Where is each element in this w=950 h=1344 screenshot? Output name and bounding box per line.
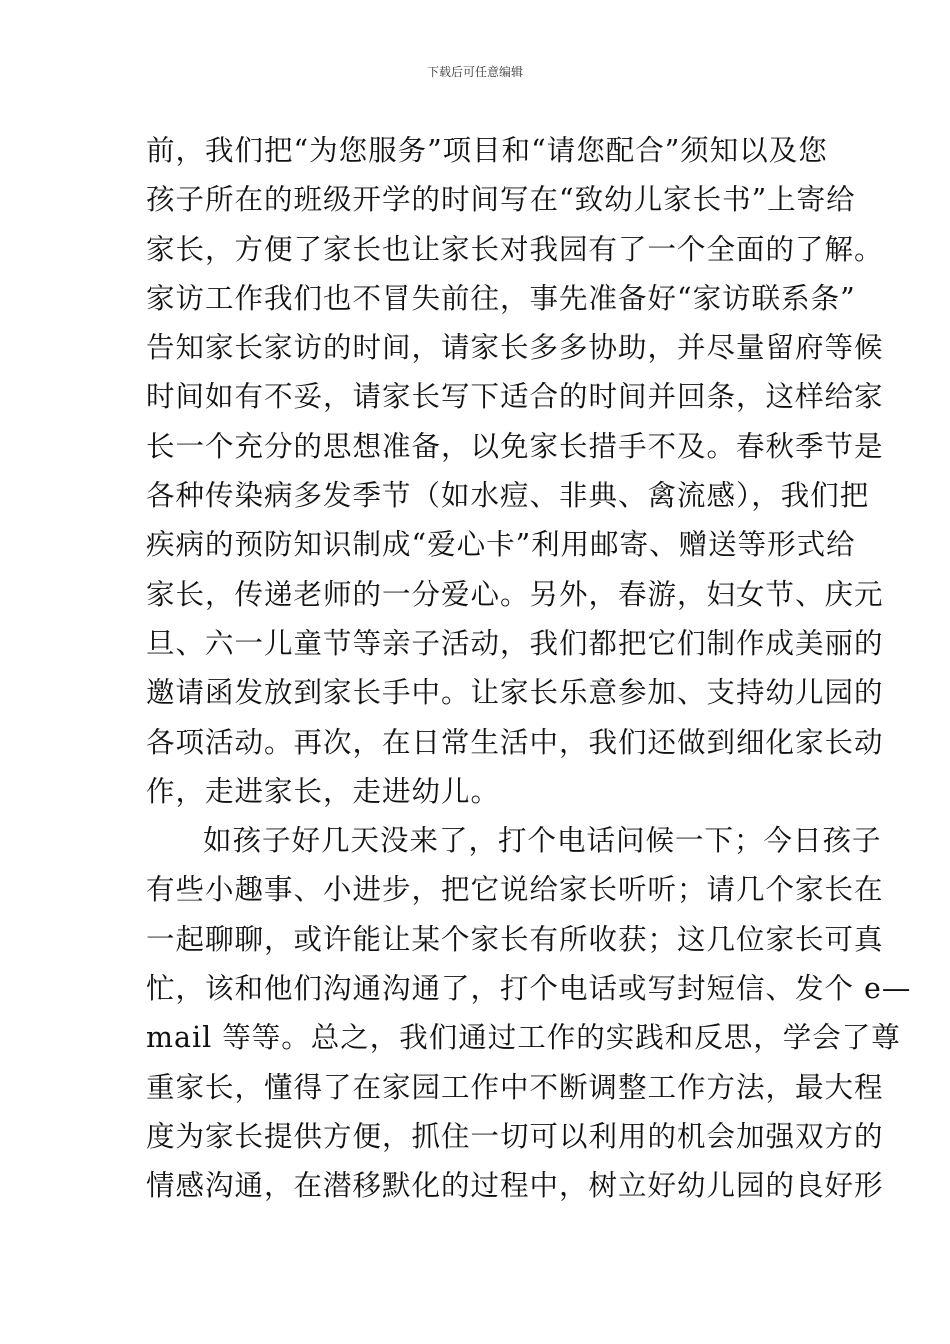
paragraph-first-line: 如孩子好几天没来了，打个电话问候一下；今日孩子 <box>203 824 882 858</box>
text-line: 家长，方便了家长也让家长对我园有了一个全面的了解。 <box>146 232 884 266</box>
text-line: 家长，传递老师的一分爱心。另外，春游，妇女节、庆元 <box>146 577 884 611</box>
text-line: 情感沟通，在潜移默化的过程中，树立好幼儿园的良好形 <box>146 1169 884 1203</box>
text-line: 各种传染病多发季节（如水痘、非典、禽流感），我们把 <box>146 479 870 513</box>
text-line: 时间如有不妥，请家长写下适合的时间并回条，这样给家 <box>146 380 884 414</box>
text-line: 前，我们把“为您服务”项目和“请您配合”须知以及您 <box>146 134 828 167</box>
page-header: 下载后可任意编辑 <box>426 65 523 79</box>
text-line: 邀请函发放到家长手中。让家长乐意参加、支持幼儿园的 <box>146 676 884 710</box>
document-body <box>146 126 912 1211</box>
text-line: 各项活动。再次，在日常生活中，我们还做到细化家长动 <box>146 725 884 759</box>
text-line: 重家长，懂得了在家园工作中不断调整工作方法，最大程 <box>146 1070 884 1104</box>
text-line: 旦、六一儿童节等亲子活动，我们都把它们制作成美丽的 <box>146 626 884 660</box>
text-line: 孩子所在的班级开学的时间写在“致幼儿家长书”上寄给 <box>146 183 856 217</box>
text-line: 一起聊聊，或许能让某个家长有所收获；这几位家长可真 <box>146 922 884 956</box>
text-line: 忙，该和他们沟通沟通了，打个电话或写封短信、发个 e— <box>146 972 912 1006</box>
text-line: 长一个充分的思想准备，以免家长措手不及。春秋季节是 <box>146 429 884 463</box>
text-line: 告知家长家访的时间，请家长多多协助，并尽量留府等候 <box>146 331 884 365</box>
text-line: 作，走进家长，走进幼儿。 <box>146 774 501 808</box>
text-line: 家访工作我们也不冒失前往，事先准备好“家访联系条” <box>146 281 856 315</box>
text-line: 疾病的预防知识制成“爱心卡”利用邮寄、赠送等形式给 <box>146 528 856 562</box>
text-line: 度为家长提供方便，抓住一切可以利用的机会加强双方的 <box>146 1119 884 1153</box>
text-line: 有些小趣事、小进步，把它说给家长听听；请几个家长在 <box>146 873 884 907</box>
text-line: mail 等等。总之，我们通过工作的实践和反思，学会了尊 <box>146 1021 901 1055</box>
